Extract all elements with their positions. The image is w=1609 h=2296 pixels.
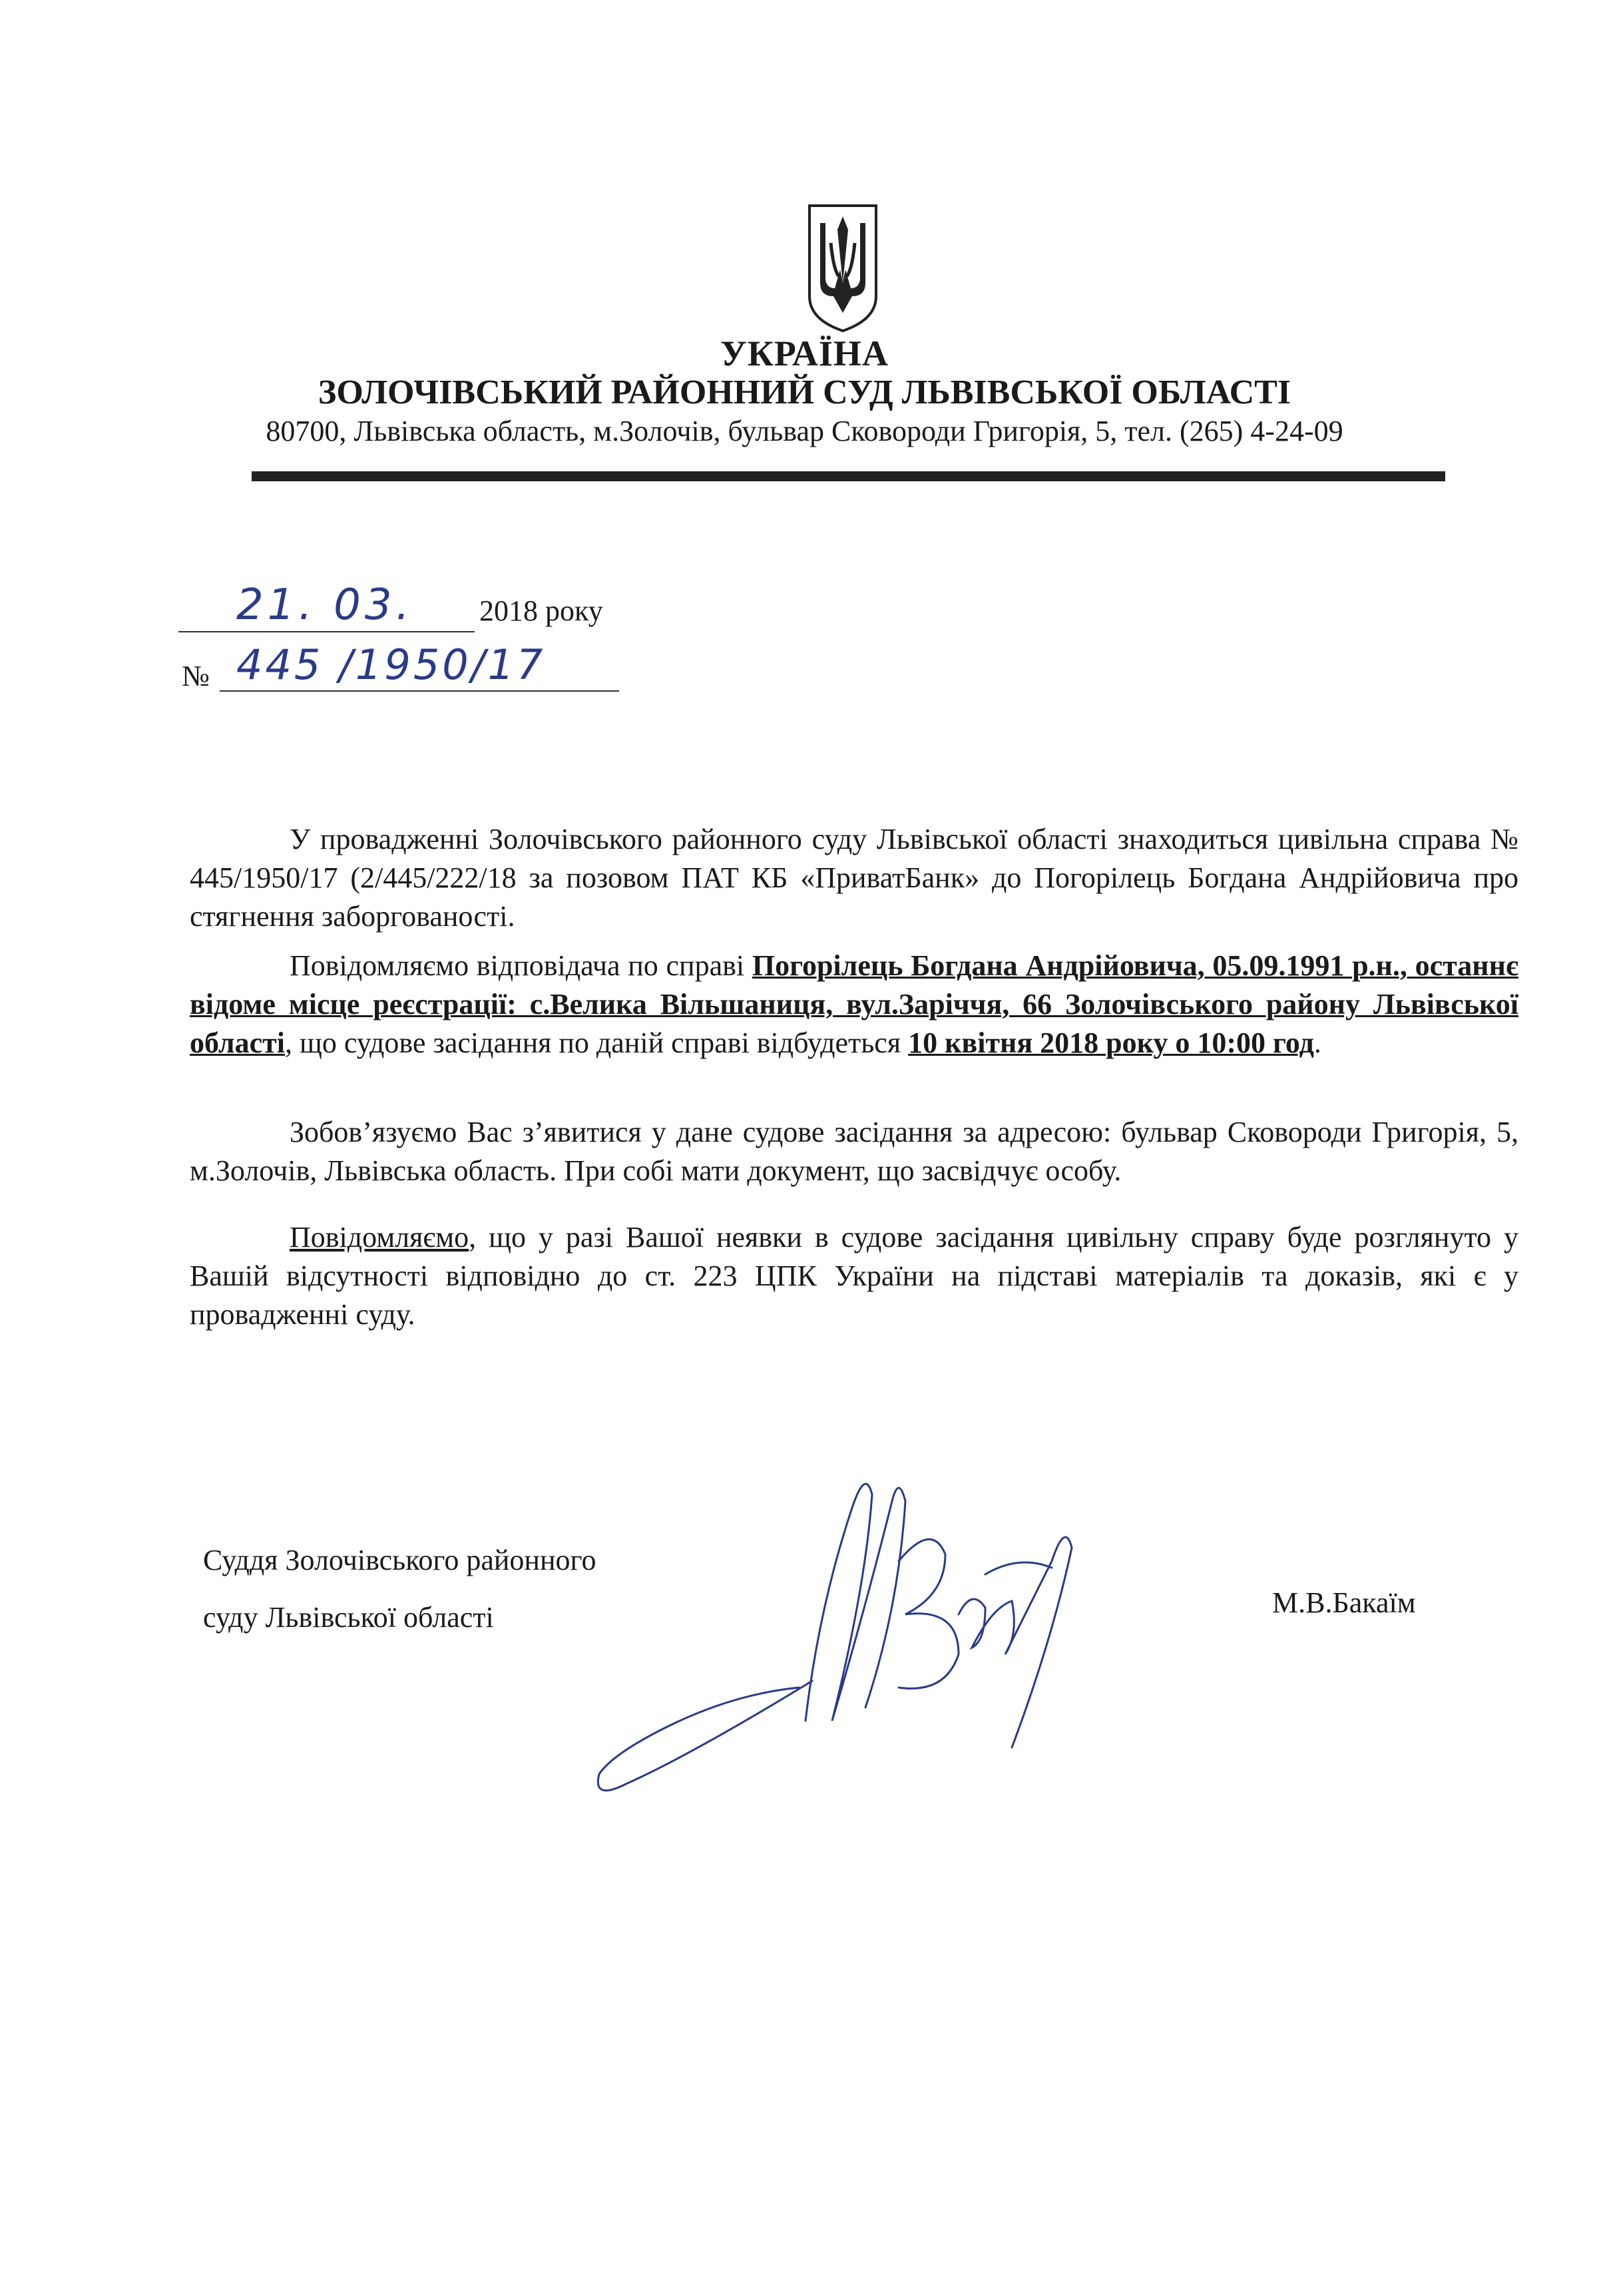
paragraph-hearing-notice (190, 947, 1518, 1062)
notice-end: . (1313, 1027, 1321, 1059)
header-divider (252, 471, 1445, 481)
paragraph-absence-warning (190, 1218, 1518, 1334)
coat-of-arms-trident-icon (807, 203, 879, 334)
judge-title-line2: суду Львівської області (203, 1601, 494, 1634)
handwritten-date: 21. 03. (236, 580, 413, 630)
defendant-details: Погорілець Богдана Андрійовича, 05.09.1991 р.н., останнє відоме місце реєстрації: с.Велика Вільшаниця, вул.Заріччя, 66 Золочівського району Львівської області (190, 949, 1519, 1059)
handwritten-case-number: 445 /1950/17 (236, 640, 546, 689)
paragraph-appearance-obligation: Зобов’язуємо Вас з’явитися у дане судове засідання за адресою: бульвар Сковороди Григорія, 5, м.Золочів, Львівська область. При собі мати документ, що засвідчує особу. (190, 1116, 1518, 1187)
court-address: 80700, Львівська область, м.Золочів, бульвар Сковороди Григорія, 5, тел. (265) 4-24-09 (266, 415, 1343, 447)
judge-title-line1: Суддя Золочівського районного (203, 1544, 596, 1576)
country-heading: УКРАЇНА (720, 334, 889, 373)
warning-keyword: Повідомляємо (290, 1221, 469, 1254)
notice-middle: , що судове засідання по даній справі відбудеться (284, 1027, 909, 1059)
handwritten-signature (586, 1441, 1098, 1804)
number-sign: № (182, 660, 210, 692)
date-underline (178, 631, 475, 632)
hearing-date: 10 квітня 2018 року о 10:00 год (908, 1027, 1314, 1059)
paragraph-case-info: У провадженні Золочівського районного суду Львівської області знаходиться цивільна справа № 445/1950/17 (2/445/222/18 за позовом ПАТ КБ «ПриватБанк» до Погорілець Богдана Андрійовича про стягнення заборгованості. (190, 823, 1518, 933)
court-name-heading: ЗОЛОЧІВСЬКИЙ РАЙОННИЙ СУД ЛЬВІВСЬКОЇ ОБЛАСТІ (318, 373, 1291, 411)
number-underline (220, 690, 619, 692)
date-year: 2018 року (479, 594, 603, 627)
notice-intro: Повідомляємо відповідача по справі (290, 949, 752, 982)
judge-name: М.В.Бакаїм (1272, 1586, 1416, 1619)
warning-text: , що у разі Вашої неявки в судове засідання цивільну справу буде розглянуто у Вашій відсутності відповідно до ст. 223 ЦПК України на підставі матеріалів та доказів, які є у провадженні суду. (190, 1221, 1518, 1331)
